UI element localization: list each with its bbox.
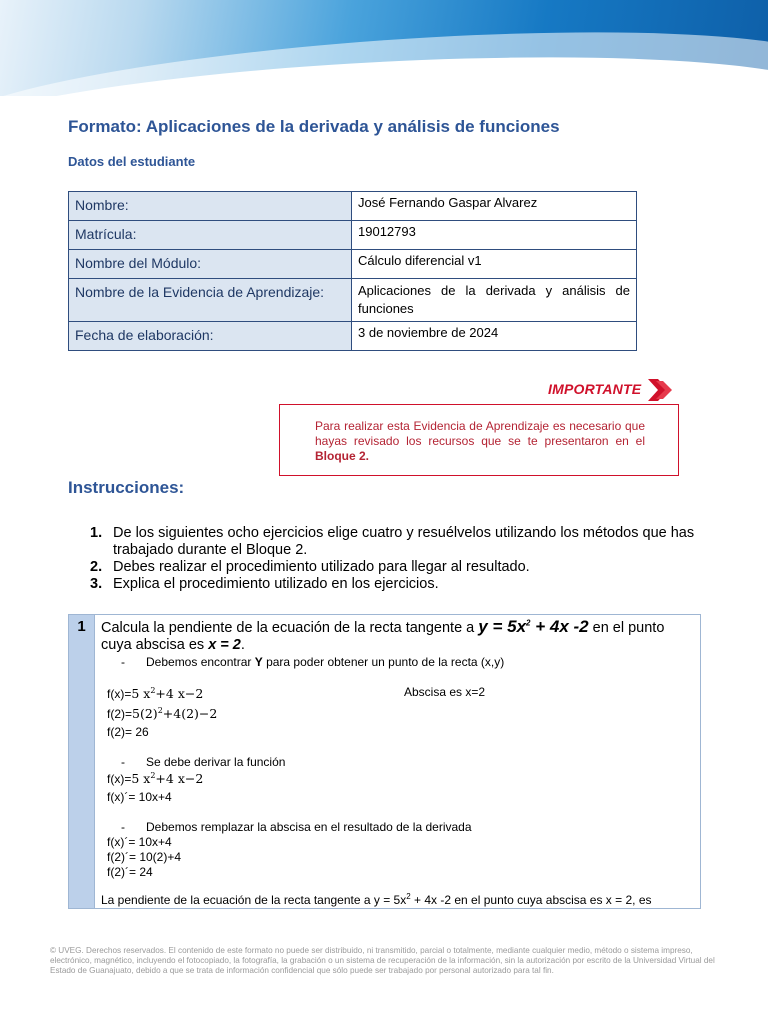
section-subtitle: Datos del estudiante	[68, 154, 196, 169]
exercise-box	[68, 614, 701, 909]
row-label: Nombre:	[69, 192, 352, 221]
substitution-line: f(2)´= 24	[107, 865, 153, 879]
function-line: f(x)=5 $x^2+4$ x−2	[107, 685, 204, 701]
row-label: Fecha de elaboración:	[69, 322, 352, 351]
important-box	[279, 404, 679, 476]
important-label: IMPORTANTE	[548, 381, 642, 397]
list-item: 3. Explica el procedimiento utilizado en los ejercicios.	[90, 576, 439, 592]
list-item: 2. Debes realizar el procedimiento utilizado para llegar al resultado.	[90, 559, 530, 575]
table-row	[69, 192, 637, 221]
header-banner	[0, 0, 768, 96]
step-find-y: - Debemos encontrar Y para poder obtener un punto de la recta (x,y)	[121, 655, 505, 669]
exercise-number: 1	[69, 615, 95, 908]
row-value: 3 de noviembre de 2024	[352, 322, 637, 351]
step-derive: - Se debe derivar la función	[121, 755, 286, 769]
row-value: Aplicaciones de la derivada y análisis de funciones	[352, 279, 637, 322]
row-value: Cálculo diferencial v1	[352, 250, 637, 279]
row-label: Nombre de la Evidencia de Aprendizaje:	[69, 279, 352, 322]
evaluation-result: f(2)= 26	[107, 725, 149, 739]
abscissa-note: Abscisa es x=2	[404, 685, 486, 699]
function-line: f(x)=5 $x^2+4$ x−2	[107, 770, 204, 786]
page-title: Formato: Aplicaciones de la derivada y análisis de funciones	[68, 117, 560, 136]
double-chevron-icon	[646, 377, 674, 403]
substitution-line: f(x)´= 10x+4	[107, 835, 172, 849]
evaluation-line: $f(2)=5(2)^2+4(2)-2$	[107, 705, 218, 721]
row-value: 19012793	[352, 221, 637, 250]
important-text: Para realizar esta Evidencia de Aprendizaje es necesario que hayas revisado los recursos que se te presentaron en el Bloque 2.	[315, 419, 645, 463]
substitution-line: f(2)´= 10(2)+4	[107, 850, 182, 864]
copyright-footer: © UVEG. Derechos reservados. El contenido de este formato no puede ser distribuido, ni transmitido, parcial o totalmente, mediante cualquier medio, método o sistema impreso, electrónico, magnético, incluyendo el fotocopiado, la fotografía, la grabación o un sistema de recuperación de la información, sin la autorización por escrito de la Universidad Virtual del Estado de Guanajuato, debido a que se trata de información confidencial que sólo puede ser trabajado por personal autorizado para tal fin.	[50, 946, 715, 975]
conclusion-line: La pendiente de la ecuación de la recta tangente a $y = 5x^2 + 4x$ -2 en el punto cuya abscisa es x = 2, es	[101, 892, 652, 907]
row-label: Matrícula:	[69, 221, 352, 250]
instructions-list	[90, 525, 700, 593]
table-row	[69, 279, 637, 322]
table-row	[69, 221, 637, 250]
bloque-reference: Bloque 2.	[315, 449, 370, 463]
instructions-heading: Instrucciones:	[68, 478, 185, 497]
table-row	[69, 322, 637, 351]
table-row	[69, 250, 637, 279]
step-substitute: - Debemos remplazar la abscisa en el resultado de la derivada	[121, 820, 472, 834]
row-label: Nombre del Módulo:	[69, 250, 352, 279]
derivative-line: f(x)´= 10x+4	[107, 790, 172, 804]
exercise-question: Calcula la pendiente de la ecuación de la recta tangente a $y = 5x^2 + 4x$ -2 en el punto cuya abscisa es x = 2.	[101, 617, 665, 653]
student-data-table	[68, 191, 637, 351]
row-value: José Fernando Gaspar Alvarez	[352, 192, 637, 221]
list-item: 1. De los siguientes ocho ejercicios elige cuatro y resuélvelos utilizando los métodos que has trabajado durante el Bloque 2.	[90, 525, 695, 558]
